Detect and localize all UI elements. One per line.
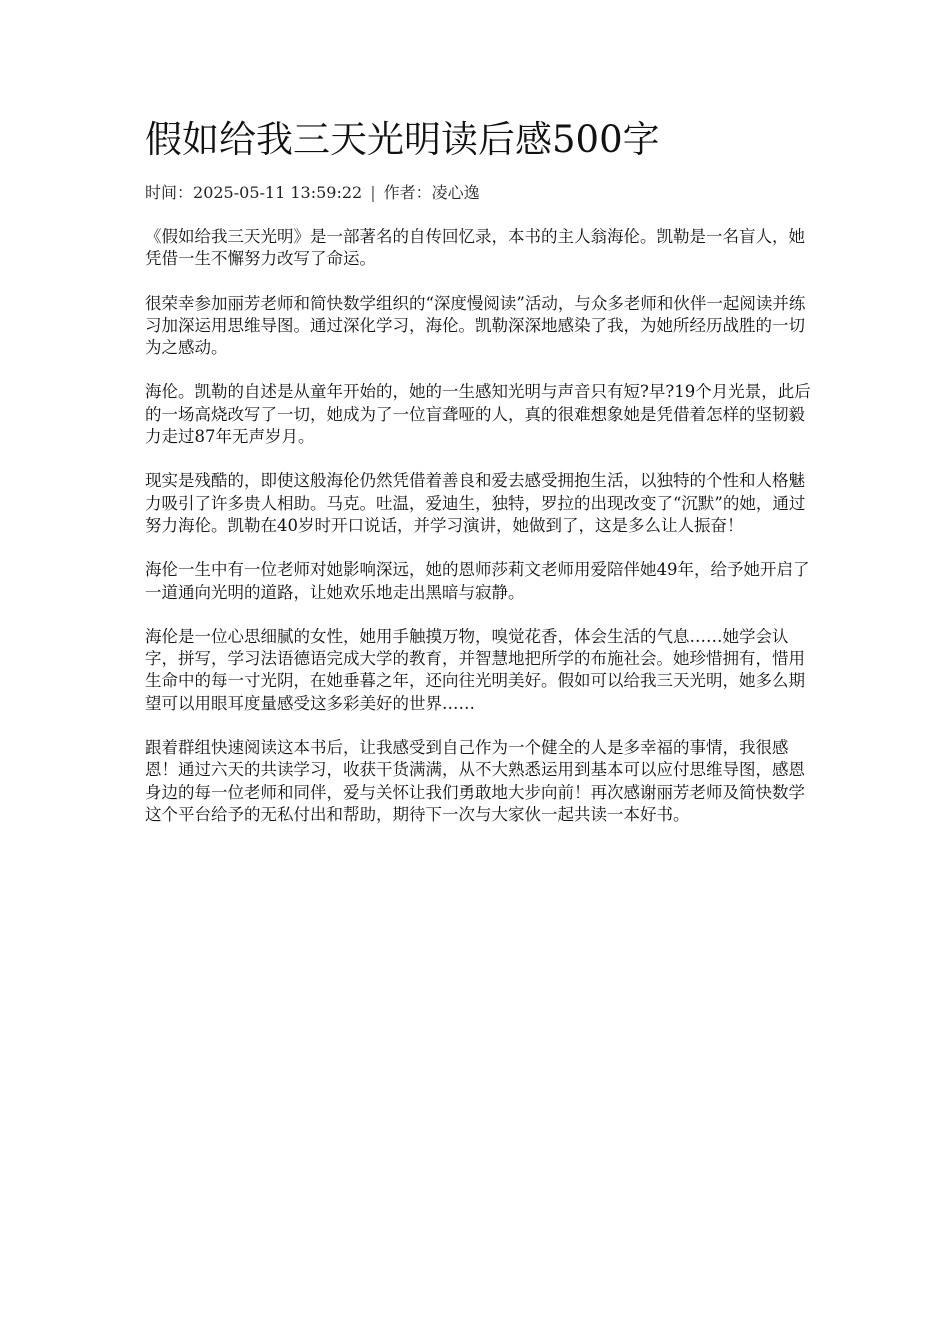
paragraph: 很荣幸参加丽芳老师和简快数学组织的“深度慢阅读”活动，与众多老师和伙伴一起阅读并练习加深运用思维导图。通过深化学习，海伦。凯勒深深地感染了我，为她所经历战胜的一切为之感动。: [145, 293, 806, 358]
author-name: 凌心逸: [431, 183, 480, 202]
author-label: 作者：: [383, 183, 432, 202]
article-meta: [145, 182, 813, 204]
article-body: [145, 226, 813, 826]
paragraph: 《假如给我三天光明》是一部著名的自传回忆录，本书的主人翁海伦。凯勒是一名盲人，她凭借一生不懈努力改写了命运。: [145, 227, 805, 269]
time-label: 时间：: [145, 183, 194, 202]
paragraph: 现实是残酷的，即使这般海伦仍然凭借着善良和爱去感受拥抱生活，以独特的个性和人格魅力吸引了许多贵人相助。马克。吐温，爱迪生，独特，罗拉的出现改变了“沉默”的她，通过努力海伦。凯勒在40岁时开口说话，并学习演讲，她做到了，这是多么让人振奋！: [145, 471, 806, 535]
paragraph: 海伦是一位心思细腻的女性，她用手触摸万物，嗅觉花香，体会生活的气息……她学会认字，拼写，学习法语德语完成大学的教育，并智慧地把所学的布施社会。她珍惜拥有，惜用生命中的每一寸光阴，在她垂暮之年，还向往光明美好。假如可以给我三天光明，她多么期望可以用眼耳度量感受这多彩美好的世界……: [145, 626, 805, 713]
article: [145, 112, 813, 848]
publish-time: 2025-05-11 13:59:22: [193, 183, 363, 202]
paragraph: 海伦。凯勒的自述是从童年开始的，她的一生感知光明与声音只有短?早?19个月光景，此后的一场高烧改写了一切，她成为了一位盲聋哑的人，真的很难想象她是凭借着怎样的坚韧毅力走过87年无声岁月。: [145, 382, 811, 447]
meta-separator: |: [370, 183, 376, 202]
article-title: 假如给我三天光明读后感500字: [145, 118, 660, 161]
paragraph: 海伦一生中有一位老师对她影响深远，她的恩师莎莉文老师用爱陪伴她49年，给予她开启了一道通向光明的道路，让她欢乐地走出黑暗与寂静。: [145, 560, 810, 602]
paragraph: 跟着群组快速阅读这本书后，让我感受到自己作为一个健全的人是多幸福的事情，我很感恩！通过六天的共读学习，收获干货满满，从不大熟悉运用到基本可以应付思维导图，感恩身边的每一位老师和同伴，爱与关怀让我们勇敢地大步向前！再次感谢丽芳老师及简快数学这个平台给予的无私付出和帮助，期待下一次与大家伙一起共读一本好书。: [145, 738, 805, 824]
